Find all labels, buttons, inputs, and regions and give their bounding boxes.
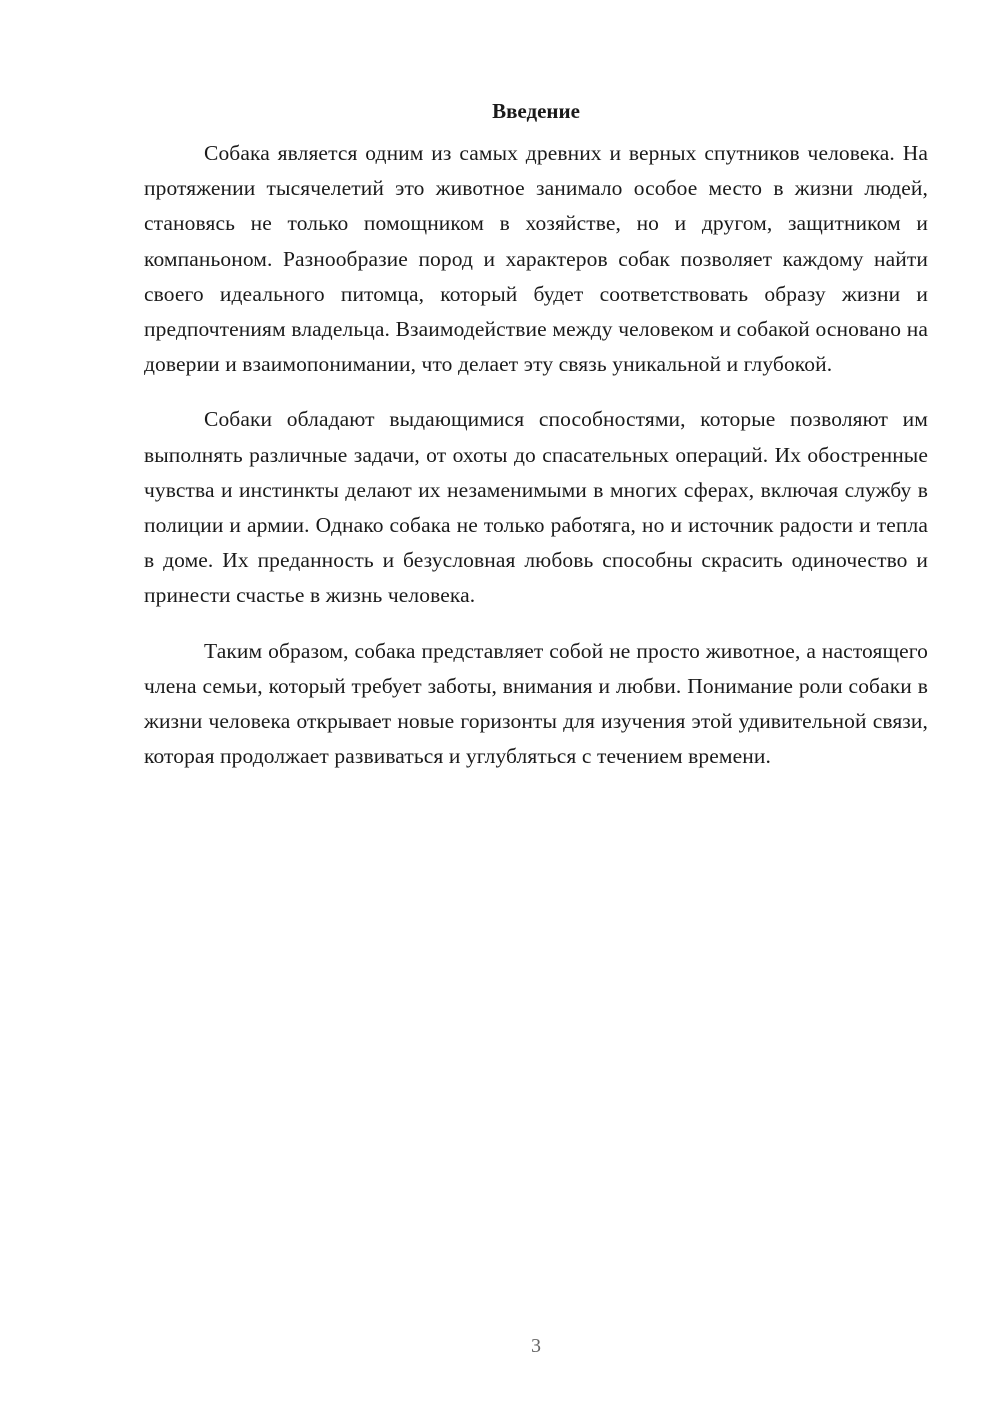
section-heading: Введение — [492, 99, 580, 123]
paragraph-3: Таким образом, собака представляет собой не просто животное, а настоящего члена семьи, который требует заботы, внимания и любви. Понимание роли собаки в жизни человека открывает новые горизонты для изучения этой удивительной связи, которая продолжает развиваться и углубляться с течением времени. — [144, 638, 928, 769]
paragraph-1: Собака является одним из самых древних и верных спутников человека. На протяжении тысячелетий это животное занимало особое место в жизни людей, становясь не только помощником в хозяйстве, но и другом, защитником и компаньоном. Разнообразие пород и характеров собак позволяет каждому найти своего идеального питомца, который будет соответствовать образу жизни и предпочтениям владельца. Взаимодействие между человеком и собакой основано на доверии и взаимопонимании, что делает эту связь уникальной и глубокой. — [144, 141, 928, 377]
paragraph-2: Собаки обладают выдающимися способностями, которые позволяют им выполнять различные задачи, от охоты до спасательных операций. Их обостренные чувства и инстинкты делают их незаменимыми в многих сферах, включая службу в полиции и армии. Однако собака не только работяга, но и источник радости и тепла в доме. Их преданность и безусловная любовь способны скрасить одиночество и принести счастье в жизнь человека. — [144, 407, 928, 608]
page-number: 3 — [531, 1335, 541, 1357]
page-content — [144, 96, 928, 794]
